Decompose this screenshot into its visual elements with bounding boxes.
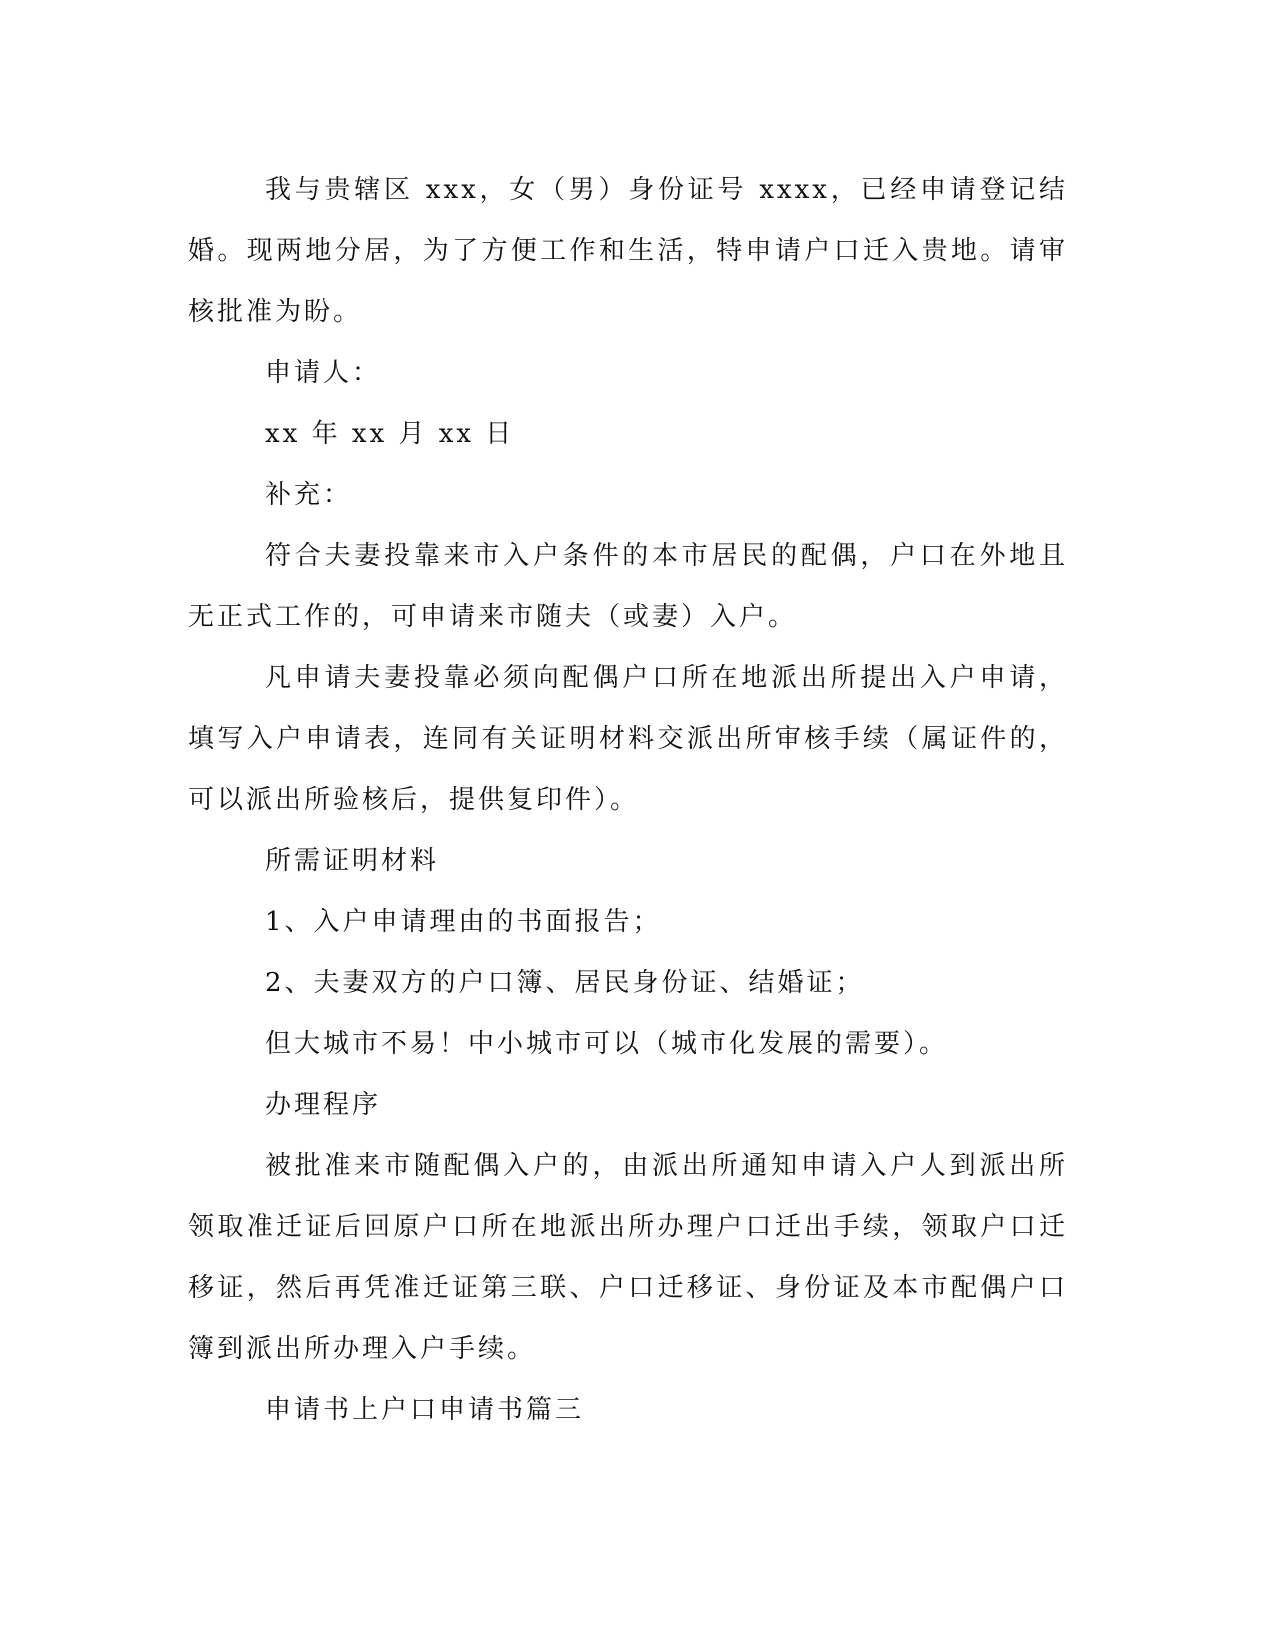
paragraph-procedure-detail: 被批准来市随配偶入户的，由派出所通知申请入户人到派出所领取准迁证后回原户口所在地派出所办理户口迁出手续，领取户口迁移证，然后再凭准迁证第三联、户口迁移证、身份证及本市配偶户口簿到派出所办理入户手续。 bbox=[188, 1151, 1068, 1364]
paragraph-material-item-2: 2、夫妻双方的户口簿、居民身份证、结婚证； bbox=[265, 968, 865, 998]
document-body bbox=[188, 160, 1068, 1441]
paragraph-eligibility: 符合夫妻投靠来市入户条件的本市居民的配偶，户口在外地且无正式工作的，可申请来市随夫（或妻）入户。 bbox=[188, 541, 1068, 632]
paragraph-application-process: 凡申请夫妻投靠必须向配偶户口所在地派出所提出入户申请，填写入户申请表，连同有关证明材料交派出所审核手续（属证件的，可以派出所验核后，提供复印件）。 bbox=[188, 663, 1068, 815]
paragraph-application-statement: 我与贵辖区 xxx，女（男）身份证号 xxxx，已经申请登记结婚。现两地分居，为了方便工作和生活，特申请户口迁入贵地。请审核批准为盼。 bbox=[188, 175, 1068, 327]
paragraph-section-title: 申请书上户口申请书篇三 bbox=[265, 1395, 585, 1425]
paragraph-material-item-1: 1、入户申请理由的书面报告； bbox=[265, 907, 662, 937]
paragraph-supplement-label: 补充： bbox=[265, 480, 353, 510]
paragraph-applicant-label: 申请人： bbox=[265, 358, 382, 388]
paragraph-date: xx 年 xx 月 xx 日 bbox=[265, 419, 515, 449]
paragraph-city-note: 但大城市不易！中小城市可以（城市化发展的需要）。 bbox=[265, 1029, 949, 1059]
paragraph-required-materials-heading: 所需证明材料 bbox=[265, 846, 440, 876]
paragraph-procedure-heading: 办理程序 bbox=[265, 1090, 382, 1120]
